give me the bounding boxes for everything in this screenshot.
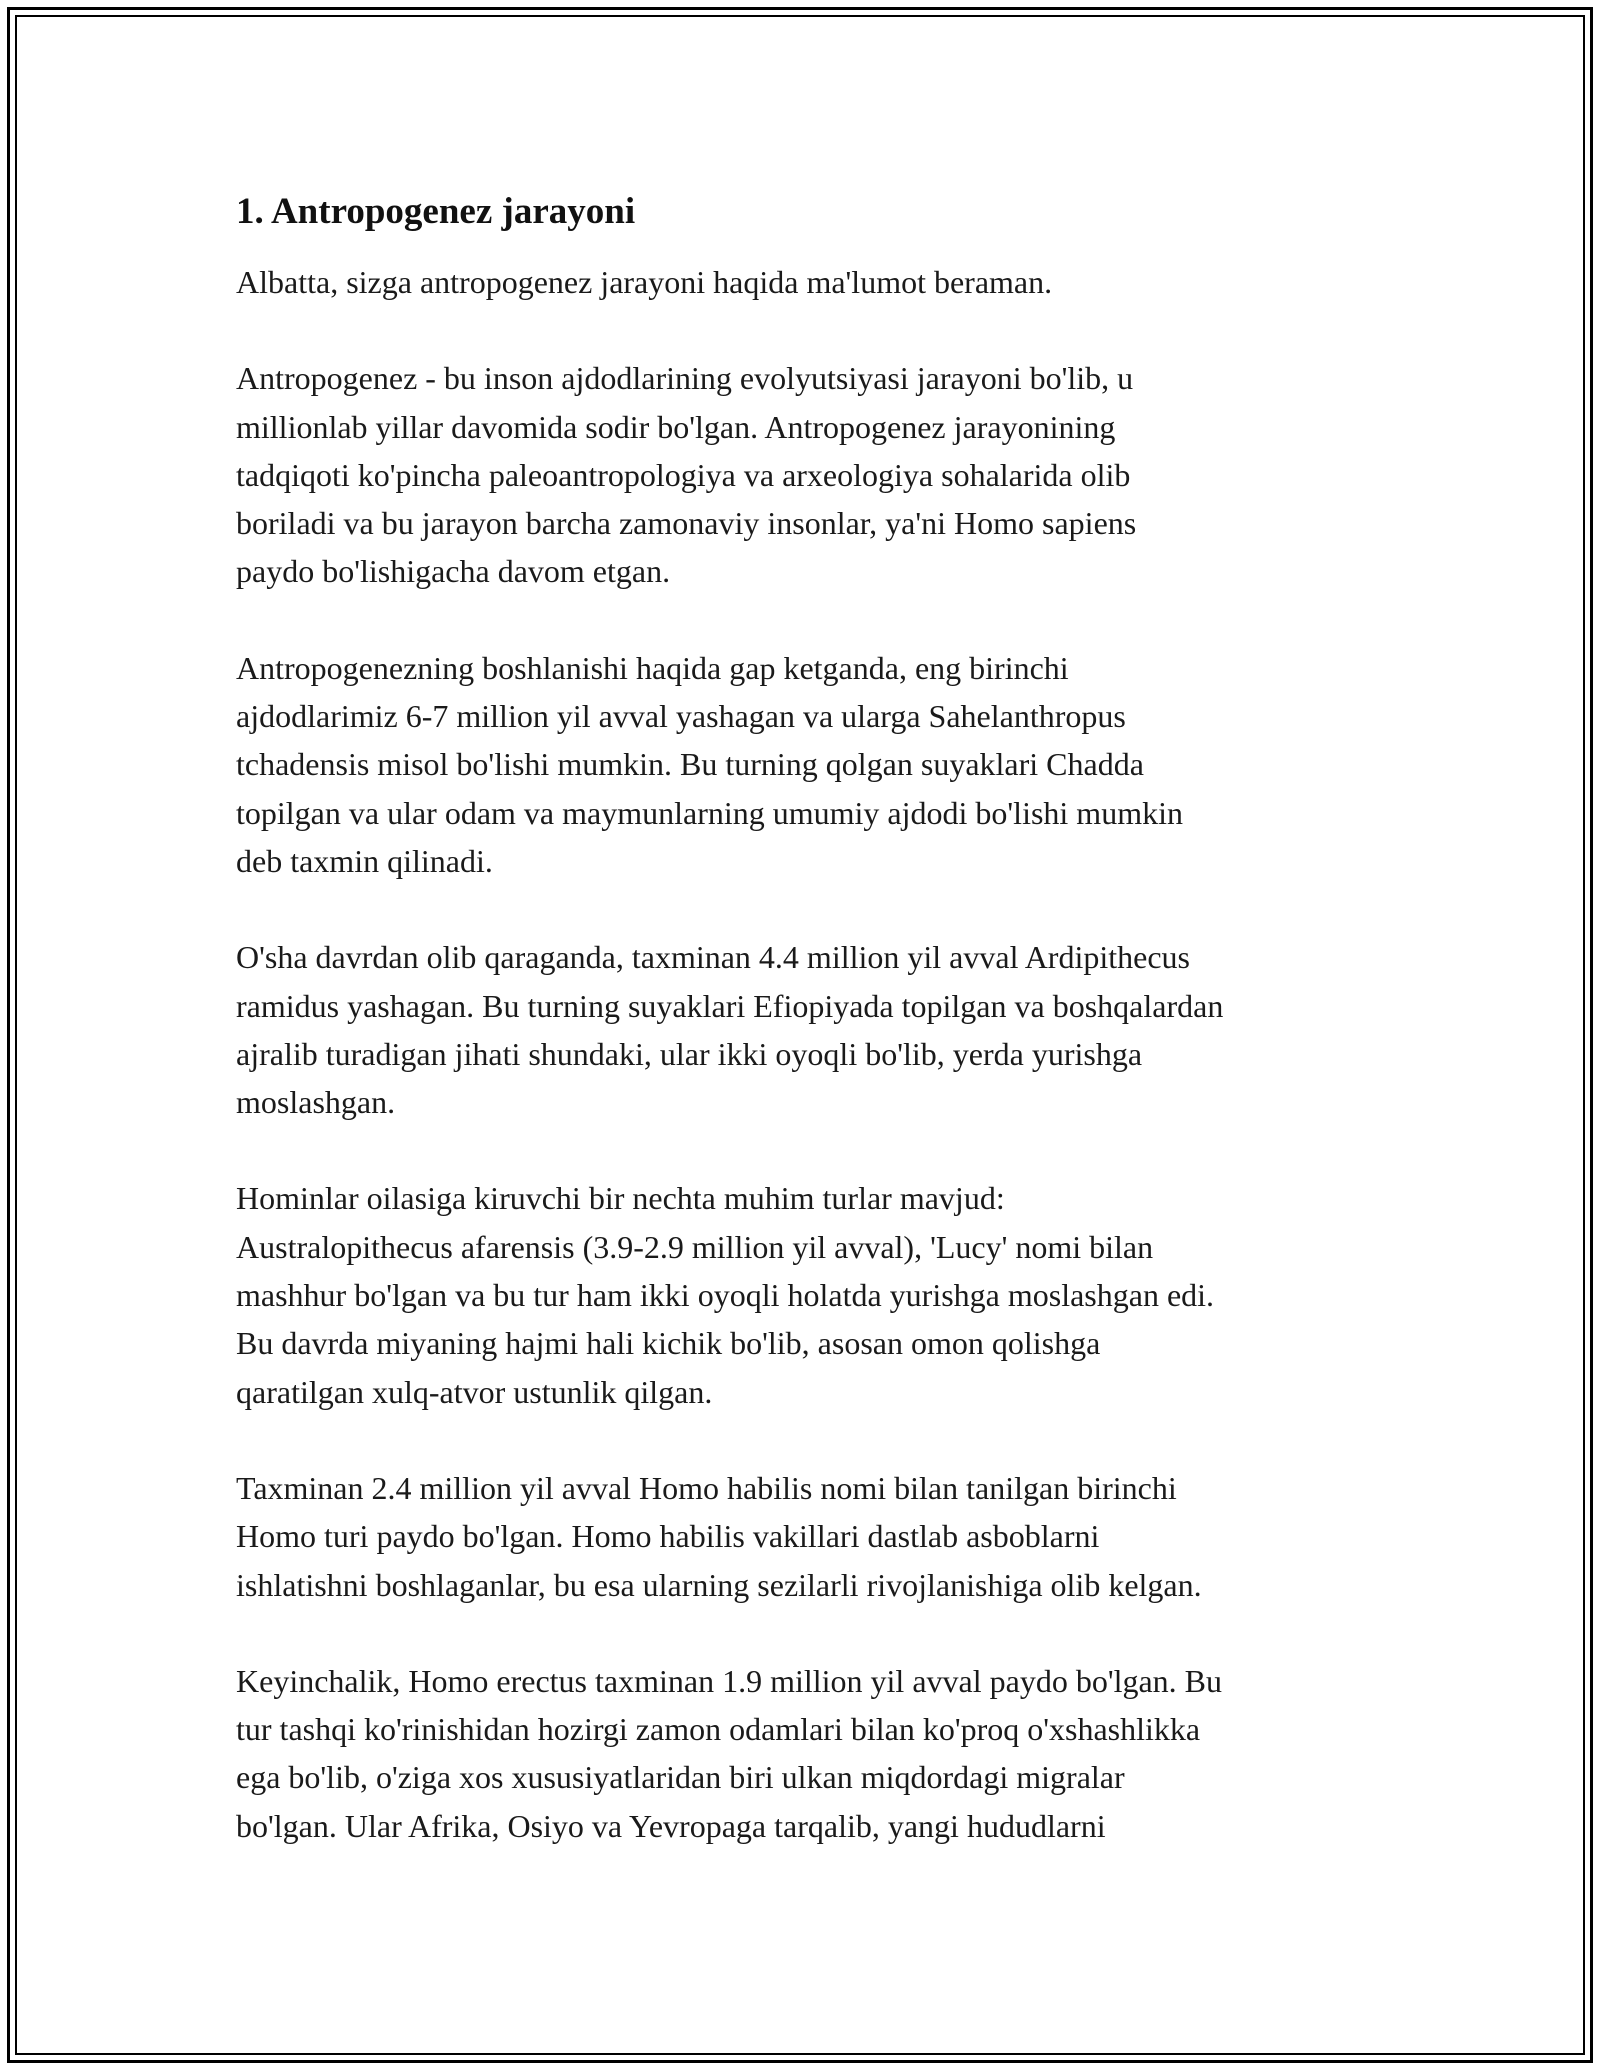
paragraph-line: millionlab yillar davomida sodir bo'lgan. Antropogenez jarayonining <box>236 408 1116 445</box>
paragraph-line: O'sha davrdan olib qaraganda, taxminan 4.4 million yil avval Ardipithecus <box>236 939 1190 976</box>
paragraph-line: tur tashqi ko'rinishidan hozirgi zamon odamlari bilan ko'proq o'xshashlikka <box>236 1711 1201 1748</box>
paragraph <box>236 1464 1366 1609</box>
paragraph-line: Albatta, sizga antropogenez jarayoni haqida ma'lumot beraman. <box>236 264 1053 300</box>
paragraph-line: tchadensis misol bo'lishi mumkin. Bu turning qolgan suyaklari Chadda <box>236 746 1144 783</box>
document-body <box>236 188 1366 1898</box>
section-heading: 1. Antropogenez jarayoni <box>236 191 636 232</box>
paragraph <box>236 258 1366 306</box>
paragraph-line: tadqiqoti ko'pincha paleoantropologiya va arxeologiya sohalarida olib <box>236 456 1131 493</box>
paragraph <box>236 1174 1366 1415</box>
paragraph-line: qaratilgan xulq-atvor ustunlik qilgan. <box>236 1373 713 1410</box>
paragraph-line: Taxminan 2.4 million yil avval Homo habilis nomi bilan tanilgan birinchi <box>236 1469 1177 1506</box>
paragraph <box>236 933 1366 1126</box>
paragraph-line: mashhur bo'lgan va bu tur ham ikki oyoqli holatda yurishga moslashgan edi. <box>236 1277 1215 1314</box>
paragraph-line: Australopithecus afarensis (3.9-2.9 million yil avval), 'Lucy' nomi bilan <box>236 1228 1154 1265</box>
paragraph <box>236 354 1366 595</box>
paragraph-line: bo'lgan. Ular Afrika, Osiyo va Yevropaga tarqalib, yangi hududlarni <box>236 1807 1106 1844</box>
paragraph-line: ramidus yashagan. Bu turning suyaklari Efiopiyada topilgan va boshqalardan <box>236 987 1224 1024</box>
paragraph <box>236 644 1366 885</box>
paragraph-line: boriladi va bu jarayon barcha zamonaviy insonlar, ya'ni Homo sapiens <box>236 505 1137 542</box>
paragraph-line: Keyinchalik, Homo erectus taxminan 1.9 million yil avval paydo bo'lgan. Bu <box>236 1662 1223 1699</box>
paragraph-line: moslashgan. <box>236 1084 396 1121</box>
paragraph-line: ajralib turadigan jihati shundaki, ular ikki oyoqli bo'lib, yerda yurishga <box>236 1035 1143 1072</box>
paragraph-line: ishlatishni boshlaganlar, bu esa ularning sezilarli rivojlanishiga olib kelgan. <box>236 1566 1202 1603</box>
paragraph-line: paydo bo'lishigacha davom etgan. <box>236 553 671 590</box>
paragraph-line: Hominlar oilasiga kiruvchi bir nechta muhim turlar mavjud: <box>236 1180 1005 1217</box>
paragraph-line: Antropogenezning boshlanishi haqida gap ketganda, eng birinchi <box>236 649 1069 686</box>
paragraph-line: topilgan va ular odam va maymunlarning umumiy ajdodi bo'lishi mumkin <box>236 794 1183 831</box>
paragraph <box>236 1657 1366 1850</box>
paragraph-line: ega bo'lib, o'ziga xos xususiyatlaridan biri ulkan miqdordagi migralar <box>236 1759 1125 1796</box>
paragraph-line: Antropogenez - bu inson ajdodlarining evolyutsiyasi jarayoni bo'lib, u <box>236 360 1134 397</box>
paragraph-line: Bu davrda miyaning hajmi hali kichik bo'lib, asosan omon qolishga <box>236 1325 1101 1362</box>
paragraph-line: Homo turi paydo bo'lgan. Homo habilis vakillari dastlab asboblarni <box>236 1518 1100 1555</box>
paragraph-list <box>236 258 1366 1850</box>
paragraph-line: deb taxmin qilinadi. <box>236 842 493 879</box>
paragraph-line: ajdodlarimiz 6-7 million yil avval yashagan va ularga Sahelanthropus <box>236 698 1126 735</box>
